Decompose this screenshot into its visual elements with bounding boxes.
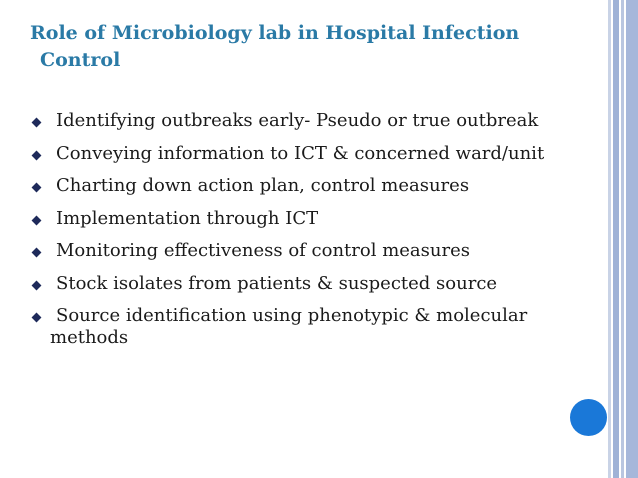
slide-title-line-2: Control [40, 49, 121, 71]
bullet-item [30, 175, 605, 197]
diamond-bullet-icon [32, 248, 42, 258]
slide-title [30, 20, 590, 74]
bullet-text: Monitoring effectiveness of control measures [56, 240, 470, 261]
bullet-item [30, 143, 605, 165]
bullet-item [30, 273, 605, 295]
diamond-bullet-icon [32, 183, 42, 193]
bullet-item [30, 208, 605, 230]
bullet-item [30, 110, 605, 132]
diamond-bullet-icon [32, 215, 42, 225]
decorative-stripe [613, 0, 619, 478]
bullet-text: Stock isolates from patients & suspected source [56, 272, 498, 294]
diamond-bullet-icon [32, 280, 42, 290]
bullet-list [30, 110, 605, 360]
bullet-item [30, 240, 605, 262]
bullet-text: Identifying outbreaks early- Pseudo or true outbreak [56, 110, 539, 131]
diamond-bullet-icon [32, 118, 42, 128]
bullet-text: Implementation through ICT [56, 207, 319, 229]
bullet-text: Source identification using phenotypic & molecular [56, 305, 528, 326]
bullet-text-continuation: methods [50, 327, 129, 348]
bullet-text: Conveying information to ICT & concerned ward/unit [56, 142, 545, 164]
decorative-stripe [621, 0, 624, 478]
decorative-stripe [626, 0, 638, 478]
bullet-item [30, 305, 605, 349]
slide-title-line-1: Role of Microbiology lab in Hospital Infection [30, 22, 520, 44]
decorative-stripe [608, 0, 611, 478]
diamond-bullet-icon [32, 150, 42, 160]
accent-circle [570, 399, 607, 436]
diamond-bullet-icon [32, 313, 42, 323]
bullet-text: Charting down action plan, control measures [56, 175, 470, 196]
